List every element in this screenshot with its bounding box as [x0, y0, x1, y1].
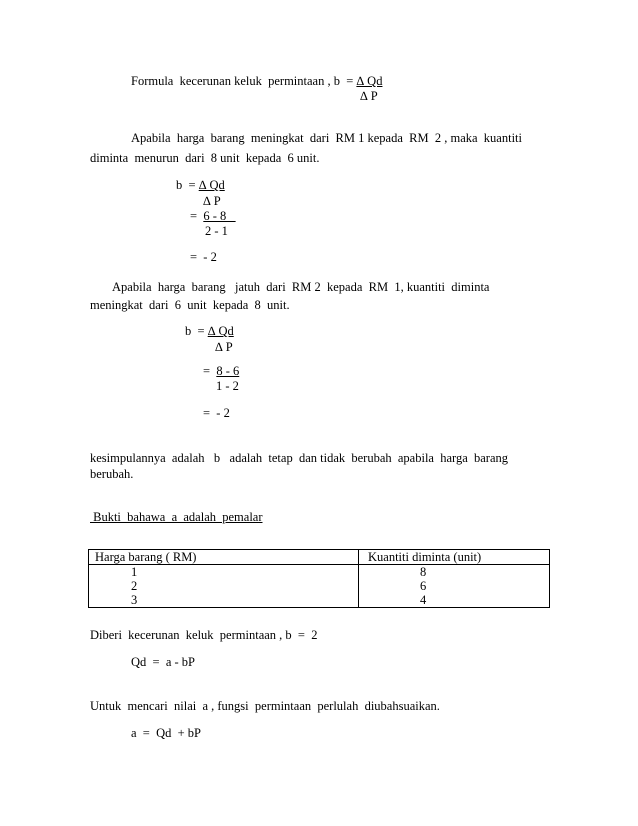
calc2-b-label: b =	[185, 324, 208, 338]
formula-numerator: ∆ Qd	[356, 74, 383, 88]
formula-denominator: ∆ P	[360, 89, 378, 103]
calc2-numerator: ∆ Qd	[207, 324, 234, 338]
find-a-text: Untuk mencari nilai a , fungsi permintaan perlulah diubahsuaikan.	[90, 699, 440, 713]
para1-line1: Apabila harga barang meningkat dari RM 1 kepada RM 2 , maka kuantiti	[131, 131, 522, 145]
calc2-frac-line	[203, 364, 239, 378]
calc2-result: = - 2	[203, 406, 230, 420]
table-cell-price: 2	[89, 579, 359, 593]
para2-line1: Apabila harga barang jatuh dari RM 2 kepada RM 1, kuantiti diminta	[112, 280, 490, 294]
calc2-denominator: ∆ P	[215, 340, 233, 354]
calc2-eq: =	[203, 364, 217, 378]
table-row	[89, 579, 550, 593]
calc2-frac-numerator: 8 - 6	[216, 364, 240, 378]
para1-line2: diminta menurun dari 8 unit kepada 6 unit.	[90, 151, 320, 165]
para2-line2: meningkat dari 6 unit kepada 8 unit.	[90, 298, 290, 312]
demand-equation: Qd = a - bP	[131, 655, 195, 669]
table-cell-price: 3	[89, 593, 359, 608]
table-row	[89, 565, 550, 580]
calc1-frac-numerator: 6 - 8	[203, 209, 236, 223]
calc1-frac-line	[190, 209, 236, 223]
table-cell-quantity: 6	[359, 579, 550, 593]
table-header-price: Harga barang ( RM)	[89, 550, 359, 565]
table-cell-price: 1	[89, 565, 359, 580]
calc2-b-line	[185, 324, 234, 338]
table-cell-quantity: 4	[359, 593, 550, 608]
given-slope: Diberi kecerunan keluk permintaan , b = 2	[90, 628, 318, 642]
calc2-frac-denominator: 1 - 2	[216, 379, 239, 393]
table-header-quantity: Kuantiti diminta (unit)	[359, 550, 550, 565]
formula-label: Formula kecerunan keluk permintaan , b =	[131, 74, 357, 88]
formula-line	[131, 74, 382, 88]
table-row	[89, 593, 550, 608]
calc1-result: = - 2	[190, 250, 217, 264]
proof-heading: Bukti bahawa a adalah pemalar	[90, 510, 263, 524]
table-header-row	[89, 550, 550, 565]
calc1-eq: =	[190, 209, 204, 223]
conclusion-line1: kesimpulannya adalah b adalah tetap dan tidak berubah apabila harga barang	[90, 451, 509, 465]
price-quantity-table	[88, 549, 550, 608]
calc1-numerator: ∆ Qd	[198, 178, 225, 192]
calc1-b-label: b =	[176, 178, 199, 192]
a-equation: a = Qd + bP	[131, 726, 202, 740]
calc1-b-line	[176, 178, 225, 192]
calc1-frac-denominator: 2 - 1	[205, 224, 228, 238]
conclusion-line2: berubah.	[90, 467, 134, 481]
calc1-denominator: ∆ P	[203, 194, 221, 208]
table-cell-quantity: 8	[359, 565, 550, 580]
